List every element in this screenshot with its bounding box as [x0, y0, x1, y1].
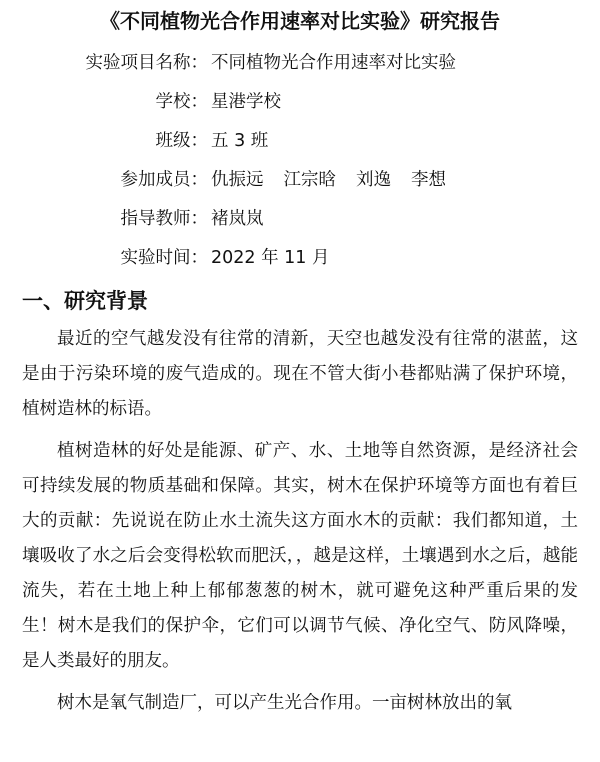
- teacher-row: [0, 200, 600, 239]
- time-label: 实验时间：: [120, 248, 208, 268]
- paragraph: 树木是氧气制造厂，可以产生光合作用。一亩树林放出的氧: [57, 693, 512, 713]
- document-title: 《不同植物光合作用速率对比实验》研究报告: [100, 9, 500, 33]
- member-name: 李想: [411, 170, 446, 190]
- class-row: [0, 122, 600, 161]
- report-info-block: [0, 44, 600, 278]
- paragraph: 最近的空气越发没有往常的清新，天空也越发没有往常的湛蓝，这是由于污染环境的废气造成的。现在不管大街小巷都贴满了保护环境，植树造林的标语。: [22, 329, 578, 419]
- members-list: [211, 161, 466, 200]
- project-name-value: 不同植物光合作用速率对比实验: [211, 53, 456, 73]
- teacher-label: 指导教师：: [120, 209, 208, 229]
- school-row: [0, 83, 600, 122]
- time-row: [0, 239, 600, 278]
- teacher-value: 褚岚岚: [211, 209, 264, 229]
- member-name: 仇振远: [211, 170, 264, 190]
- school-value: 星港学校: [211, 92, 281, 112]
- class-label: 班级：: [155, 131, 208, 151]
- section-body: [22, 322, 578, 728]
- project-name-row: [0, 44, 600, 83]
- project-name-label: 实验项目名称：: [85, 53, 208, 73]
- members-row: [0, 161, 600, 200]
- section-heading-background: 一、研究背景: [22, 288, 148, 313]
- school-label: 学校：: [155, 92, 208, 112]
- time-value: 2022 年 11 月: [211, 248, 330, 268]
- member-name: 刘逸: [356, 170, 391, 190]
- members-label: 参加成员：: [120, 170, 208, 190]
- member-name: 江宗晗: [283, 170, 336, 190]
- paragraph: 植树造林的好处是能源、矿产、水、土地等自然资源，是经济社会可持续发展的物质基础和保障。其实，树木在保护环境等方面也有着巨大的贡献：先说说在防止水土流失这方面水木的贡献：我们都知道，土壤吸收了水之后会变得松软而肥沃，，越是这样，土壤遇到水之后，越能流失，若在土地上种上郁郁葱葱的树木，就可避免这种严重后果的发生！树木是我们的保护伞，它们可以调节气候、净化空气、防风降噪，是人类最好的朋友。: [22, 441, 578, 671]
- class-value: 五 3 班: [211, 131, 269, 151]
